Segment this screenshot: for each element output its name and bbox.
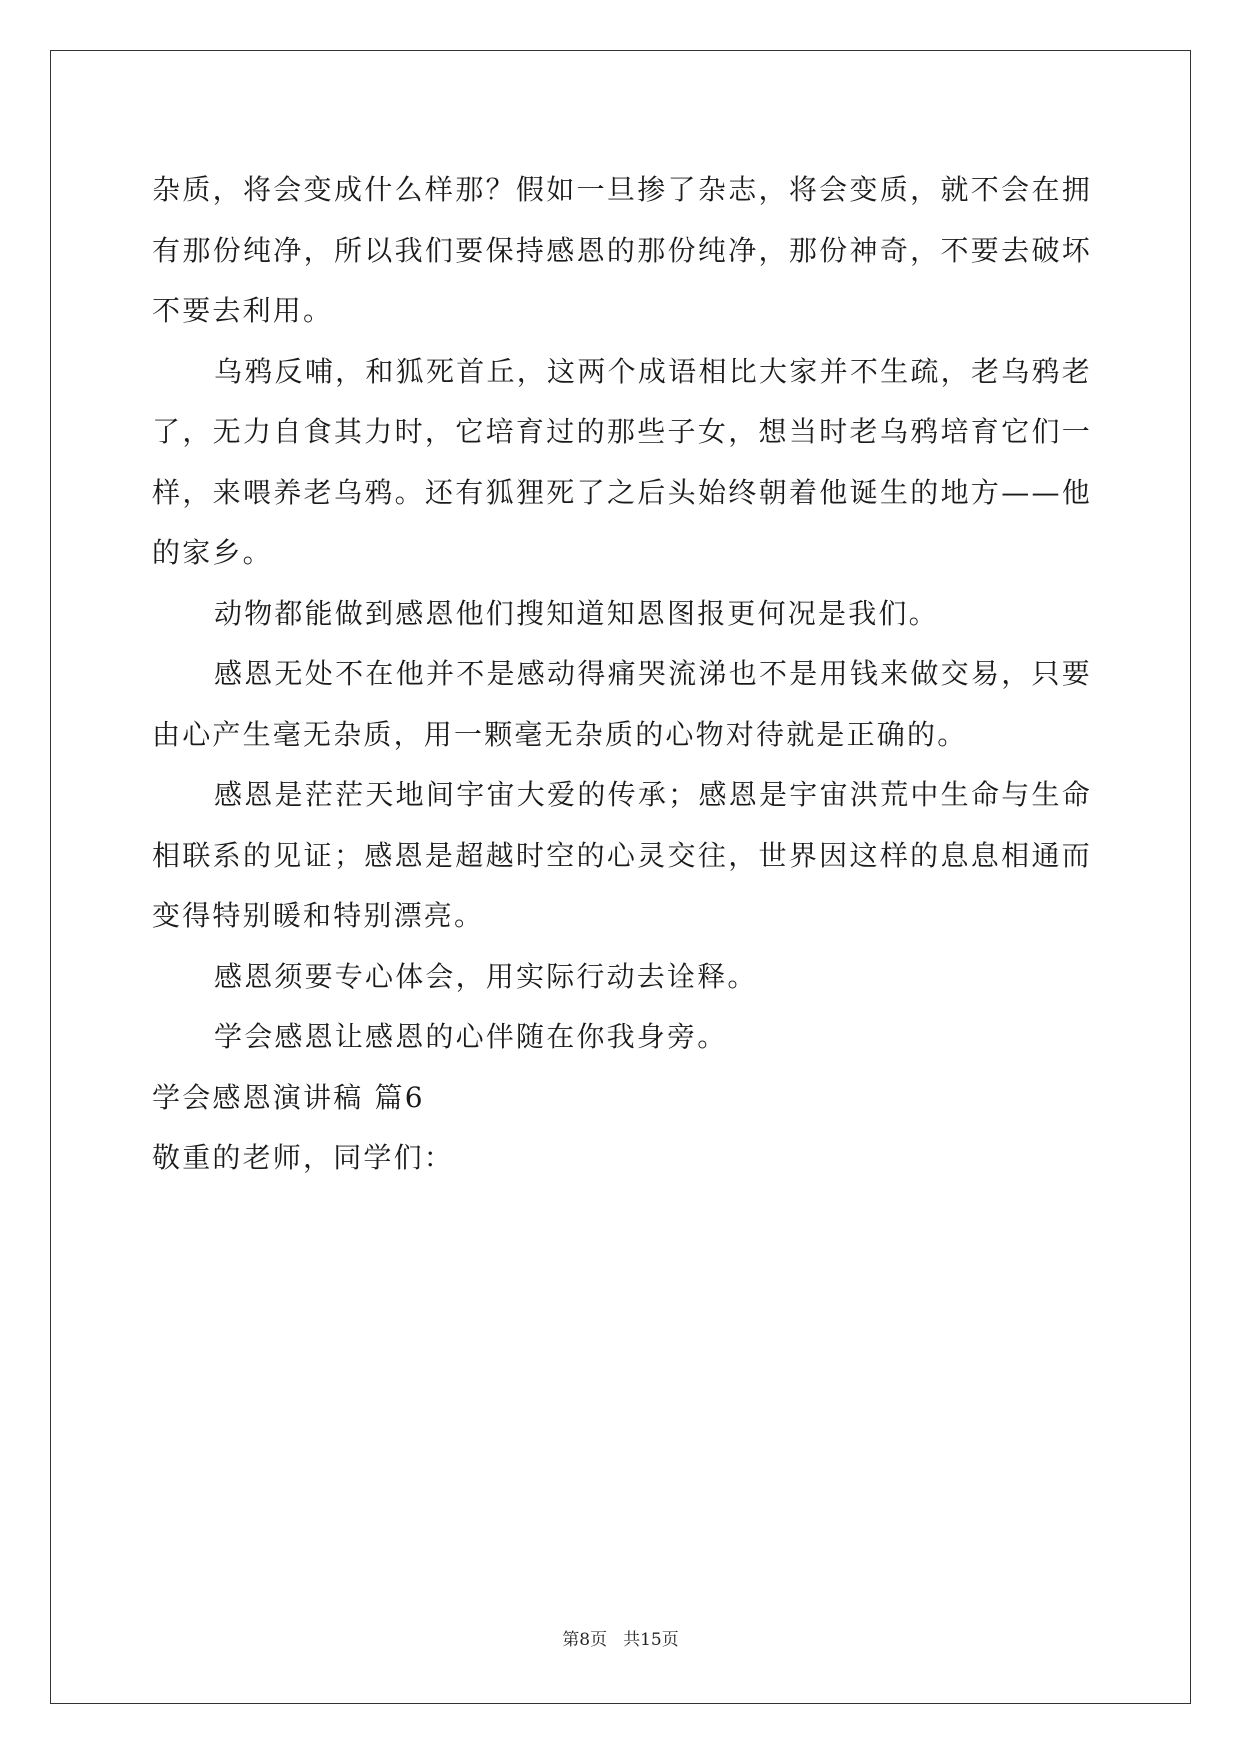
paragraph-5: 感恩是茫茫天地间宇宙大爱的传承；感恩是宇宙洪荒中生命与生命相联系的见证；感恩是超越时空的心灵交往，世界因这样的息息相通而变得特别暖和特别漂亮。 [152,778,1092,932]
section-heading: 学会感恩演讲稿 篇6 [152,1080,425,1114]
salutation: 敬重的老师，同学们： [152,1141,455,1174]
page-footer [0,1625,1241,1650]
paragraph-3: 动物都能做到感恩他们搜知道知恩图报更何况是我们。 [214,596,939,630]
page-total: 共15页 [623,1630,679,1650]
paragraph-6: 感恩须要专心体会，用实际行动去诠释。 [214,959,758,993]
page-number: 第8页 [562,1630,608,1650]
document-body [152,160,1092,1189]
paragraph-4: 感恩无处不在他并不是感动得痛哭流涕也不是用钱来做交易，只要由心产生毫无杂质，用一颗毫无杂质的心物对待就是正确的。 [152,657,1092,751]
paragraph-1: 杂质，将会变成什么样那？假如一旦掺了杂志，将会变质，就不会在拥有那份纯净，所以我们要保持感恩的那份纯净，那份神奇，不要去破坏不要去利用。 [152,173,1092,327]
paragraph-2: 乌鸦反哺，和狐死首丘，这两个成语相比大家并不生疏，老乌鸦老了，无力自食其力时，它培育过的那些子女，想当时老乌鸦培育它们一样，来喂养老乌鸦。还有狐狸死了之后头始终朝着他诞生的地方——他的家乡。 [152,354,1092,569]
paragraph-7: 学会感恩让感恩的心伴随在你我身旁。 [214,1020,728,1053]
